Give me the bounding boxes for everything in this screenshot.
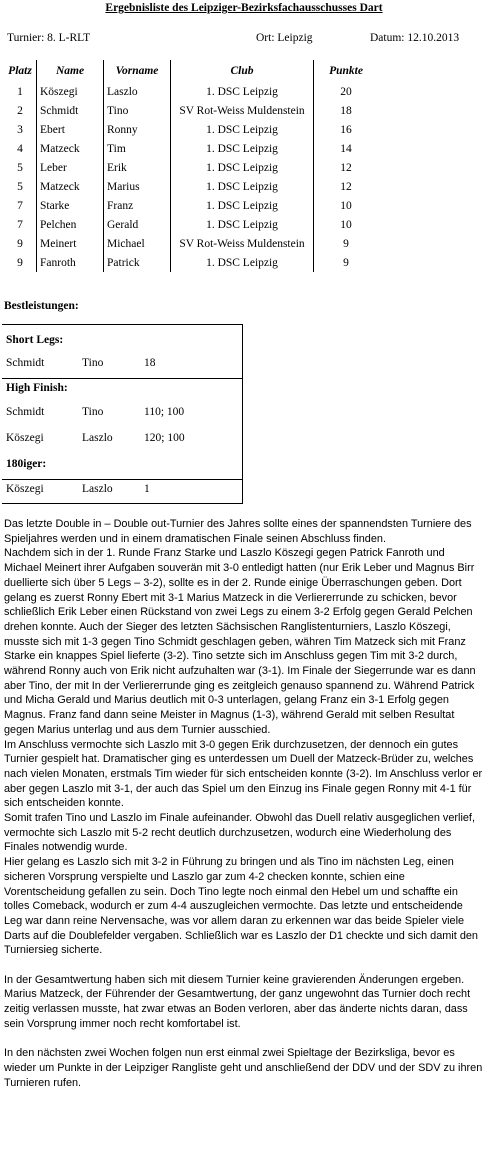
best-performances-box bbox=[2, 324, 243, 504]
cell-club: 1. DSC Leipzig bbox=[171, 158, 314, 177]
header-name: Name bbox=[37, 60, 104, 82]
cell-name: Meinert bbox=[37, 234, 104, 253]
cell-punkte: 10 bbox=[314, 196, 379, 215]
short-legs-value: 18 bbox=[144, 357, 156, 369]
cell-name: Fanroth bbox=[37, 253, 104, 272]
table-row bbox=[4, 234, 378, 253]
cell-club: 1. DSC Leipzig bbox=[171, 139, 314, 158]
cell-platz: 9 bbox=[17, 237, 23, 250]
cell-name: Starke bbox=[37, 196, 104, 215]
high-finish-vorname: Tino bbox=[82, 406, 104, 418]
cell-vorname: Tim bbox=[104, 139, 171, 158]
cell-club: 1. DSC Leipzig bbox=[171, 82, 314, 101]
cell-name: Ebert bbox=[37, 120, 104, 139]
article-paragraph: Das letzte Double in – Double out-Turnier des Jahres sollte eines der spannendsten Turniere des Spieljahres werden und in einem dramatischen Finale seinen Abschluss finden. bbox=[4, 518, 472, 545]
results-table bbox=[4, 60, 378, 272]
cell-name: Matzeck bbox=[37, 139, 104, 158]
best-performances-heading: Bestleistungen: bbox=[4, 300, 79, 312]
cell-platz: 5 bbox=[17, 180, 23, 193]
cell-punkte: 9 bbox=[314, 234, 379, 253]
date-label: Datum: 12.10.2013 bbox=[370, 32, 460, 44]
cell-platz: 7 bbox=[17, 218, 23, 231]
table-row bbox=[4, 196, 378, 215]
cell-club: 1. DSC Leipzig bbox=[171, 215, 314, 234]
table-row bbox=[4, 82, 378, 101]
cell-platz: 5 bbox=[17, 161, 23, 174]
high-finish-name: Köszegi bbox=[6, 432, 44, 444]
results-body bbox=[4, 82, 378, 272]
cell-vorname: Michael bbox=[104, 234, 171, 253]
table-row bbox=[4, 158, 378, 177]
cell-club: SV Rot-Weiss Muldenstein bbox=[171, 234, 314, 253]
location-label: Ort: Leipzig bbox=[256, 32, 313, 44]
cell-club: 1. DSC Leipzig bbox=[171, 253, 314, 272]
article-paragraph: Im Anschluss vermochte sich Laszlo mit 3-0 gegen Erik durchzusetzen, der dennoch ein gutes Turnier gespielt hat. Dramatischer ging es unterdessen um Duell der Matzeck-Brüder zu, welches nach vielen Monaten, erstmals Tim wieder für sich entscheiden konnte (3-2). Im Anschluss verlor er aber gegen Laszlo mit 3-1, der auch das Spiel um den Einzug ins Finale gegen Ronny mit 4-1 für sich entscheiden konnte. bbox=[4, 738, 483, 810]
table-row bbox=[4, 215, 378, 234]
cell-vorname: Tino bbox=[104, 101, 171, 120]
short-legs-label: Short Legs: bbox=[6, 334, 64, 346]
table-row bbox=[4, 139, 378, 158]
cell-punkte: 12 bbox=[314, 158, 379, 177]
table-row bbox=[4, 120, 378, 139]
cell-platz: 4 bbox=[17, 142, 23, 155]
article-paragraph: In den nächsten zwei Wochen folgen nun erst einmal zwei Spieltage der Bezirksliga, bevor es wieder um Punkte in der Leipziger Rangliste geht und anschließend der DDV und der SDV zu ihren Turnieren rufen. bbox=[4, 1047, 483, 1089]
table-row bbox=[4, 253, 378, 272]
table-row bbox=[4, 101, 378, 120]
header-platz: Platz bbox=[8, 65, 32, 77]
section-divider bbox=[2, 479, 242, 480]
header-punkte: Punkte bbox=[314, 60, 379, 82]
short-legs-vorname: Tino bbox=[82, 357, 104, 369]
article-paragraph: Hier gelang es Laszlo sich mit 3-2 in Führung zu bringen und als Tino im nächsten Leg, einen sicheren Vorsprung verspielte und Laszlo gar zum 4-2 checken konnte, schien eine Vorentscheidung gefallen zu sein. Doch Tino legte noch einmal den Hebel um und schaffte ein tolles Comeback, wodurch er zum 4-4 auszugleichen vermochte. Das letzte und entscheidende Leg war dann reine Nervensache, was vor allem daran zu erkennen war das beide Spieler viele Darts auf die Doublefelder vergaben. Schließlich war es Laszlo der D1 checkte und sich damit den Turniersieg sicherte. bbox=[4, 856, 478, 957]
cell-platz: 3 bbox=[17, 123, 23, 136]
one-eighty-value: 1 bbox=[144, 483, 150, 495]
one-eighty-vorname: Laszlo bbox=[82, 483, 113, 495]
article-body bbox=[4, 517, 484, 1090]
cell-platz: 9 bbox=[17, 256, 23, 269]
cell-club: 1. DSC Leipzig bbox=[171, 177, 314, 196]
high-finish-vorname: Laszlo bbox=[82, 432, 113, 444]
cell-punkte: 18 bbox=[314, 101, 379, 120]
cell-platz: 1 bbox=[17, 85, 23, 98]
cell-name: Schmidt bbox=[37, 101, 104, 120]
cell-punkte: 12 bbox=[314, 177, 379, 196]
cell-club: SV Rot-Weiss Muldenstein bbox=[171, 101, 314, 120]
document-title: Ergebnisliste des Leipziger-Bezirksfachausschusses Dart bbox=[105, 2, 383, 14]
cell-punkte: 20 bbox=[314, 82, 379, 101]
cell-vorname: Laszlo bbox=[104, 82, 171, 101]
cell-vorname: Erik bbox=[104, 158, 171, 177]
header-club: Club bbox=[171, 60, 314, 82]
section-divider bbox=[2, 378, 242, 379]
article-paragraph: In der Gesamtwertung haben sich mit diesem Turnier keine gravierenden Änderungen ergeben. Marius Matzeck, der Führender der Gesamtwertung, der ganz ungewohnt das Turnier doch recht zeitig verlassen musste, hat zwar etwas an Boden verloren, aber das änderte nichts daran, dass sein Vorsprung immer noch recht komfortabel ist. bbox=[4, 973, 471, 1030]
tournament-label: Turnier: 8. L-RLT bbox=[7, 32, 91, 44]
high-finish-label: High Finish: bbox=[6, 382, 68, 394]
cell-vorname: Franz bbox=[104, 196, 171, 215]
cell-club: 1. DSC Leipzig bbox=[171, 120, 314, 139]
cell-vorname: Ronny bbox=[104, 120, 171, 139]
cell-platz: 2 bbox=[17, 104, 23, 117]
article-paragraph: Somit trafen Tino und Laszlo im Finale aufeinander. Obwohl das Duell relativ ausgeglichen verlief, vermochte sich Laszlo mit 5-2 recht deutlich durchzusetzen, wodurch eine Wiederholung des Finales notwendig wurde. bbox=[4, 812, 475, 854]
cell-name: Köszegi bbox=[37, 82, 104, 101]
one-eighty-label: 180iger: bbox=[6, 458, 47, 470]
high-finish-name: Schmidt bbox=[6, 406, 45, 418]
cell-platz: 7 bbox=[17, 199, 23, 212]
one-eighty-name: Köszegi bbox=[6, 483, 44, 495]
cell-club: 1. DSC Leipzig bbox=[171, 196, 314, 215]
high-finish-value: 110; 100 bbox=[144, 406, 185, 418]
table-row bbox=[4, 177, 378, 196]
cell-punkte: 10 bbox=[314, 215, 379, 234]
cell-punkte: 16 bbox=[314, 120, 379, 139]
cell-name: Pelchen bbox=[37, 215, 104, 234]
cell-vorname: Patrick bbox=[104, 253, 171, 272]
cell-vorname: Marius bbox=[104, 177, 171, 196]
header-vorname: Vorname bbox=[104, 60, 171, 82]
article-paragraph: Nachdem sich in der 1. Runde Franz Starke und Laszlo Köszegi gegen Patrick Fanroth und Michael Meinert ihrer Aufgaben souverän mit 3-0 entledigt hatten (nur Erik Leber und Magnus Birr duellierte sich über 5 Legs – 3-2), sollte es in der 2. Runde einige Überraschungen geben. Dort gelang es zuerst Ronny Ebert mit 3-1 Marius Matzeck in die Verliererrunde zu schicken, bevor schließlich Erik Leber einen Rückstand von zwei Legs zu einem 3-2 Erfolg gegen Gerald Pelchen drehen konnte. Auch der Sieger des letzten Sächsischen Ranglistenturniers, Laszlo Köszegi, musste sich mit 1-3 gegen Tino Schmidt geschlagen geben, währen Tim Matzeck sich mit Franz Starke ein knappes Spiel lieferte (3-2). Tino setzte sich im Anschluss gegen Tim mit 3-2 durch, während Ronny auch von Erik nicht aufzuhalten war (3-1). Im Finale der Siegerrunde war es dann aber Tino, der mit In der Verliererrunde ging es zeitgleich genauso spannend zu. Während Patrick und Micha Gerald und Marius deutlich mit 0-3 unterlagen, gelang Franz ein 3-1 Erfolg gegen Magnus. Franz fand dann seine Meister in Magnus (1-3), während Gerald mit selben Resultat gegen Marius unterlag und aus dem Turnier ausschied. bbox=[4, 547, 476, 736]
short-legs-name: Schmidt bbox=[6, 357, 45, 369]
cell-punkte: 9 bbox=[314, 253, 379, 272]
high-finish-value: 120; 100 bbox=[144, 432, 185, 444]
results-header-row bbox=[4, 60, 378, 82]
cell-name: Leber bbox=[37, 158, 104, 177]
cell-punkte: 14 bbox=[314, 139, 379, 158]
cell-vorname: Gerald bbox=[104, 215, 171, 234]
cell-name: Matzeck bbox=[37, 177, 104, 196]
